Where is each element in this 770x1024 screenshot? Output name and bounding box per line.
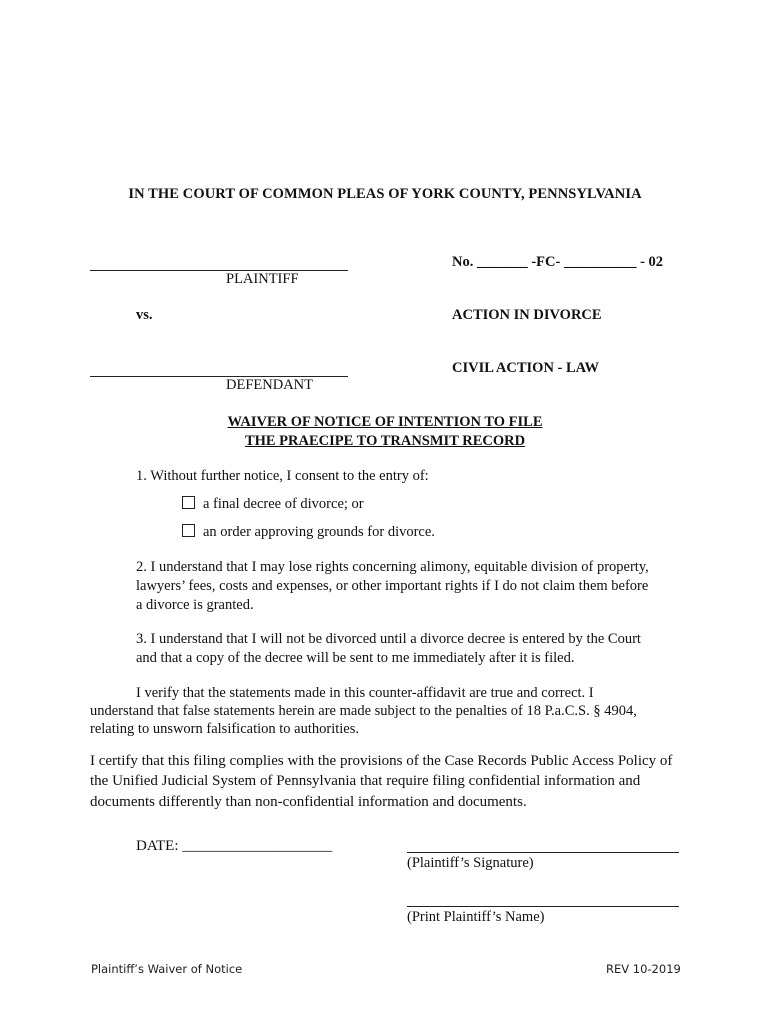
item3-line1: 3. I understand that I will not be divorced until a divorce decree is entered by the Court (136, 631, 641, 647)
court-title: IN THE COURT OF COMMON PLEAS OF YORK COUNTY, PENNSYLVANIA (128, 186, 642, 202)
action-in-divorce: ACTION IN DIVORCE (452, 307, 602, 323)
waiver-title-line1: WAIVER OF NOTICE OF INTENTION TO FILE (227, 414, 543, 430)
footer-left: Plaintiff’s Waiver of Notice (91, 962, 243, 976)
certification-line1: I certify that this filing complies with the provisions of the Case Records Public Access Policy of (90, 753, 673, 769)
item2-line1: 2. I understand that I may lose rights concerning alimony, equitable division of property, (136, 559, 649, 575)
certification-line3: documents differently than non-confidential information and documents. (90, 794, 527, 810)
defendant-label: DEFENDANT (226, 377, 313, 393)
option-final-decree (182, 495, 364, 514)
plaintiff-label: PLAINTIFF (226, 271, 299, 287)
footer-right: REV 10-2019 (606, 962, 681, 976)
civil-action-law: CIVIL ACTION - LAW (452, 360, 600, 376)
verification-line1: I verify that the statements made in this counter-affidavit are true and correct. I (136, 685, 594, 701)
plaintiff-name-line[interactable] (90, 270, 348, 271)
certification-line2: the Unified Judicial System of Pennsylvania that require filing confidential information and (90, 773, 641, 789)
verification-line2: understand that false statements herein are made subject to the penalties of 18 P.a.C.S. § 4904, (90, 703, 637, 719)
date-field[interactable]: DATE: ____________________ (136, 838, 333, 854)
print-name-line[interactable] (407, 906, 679, 907)
vs-label: vs. (136, 307, 153, 323)
item2-line2: lawyers’ fees, costs and expenses, or other important rights if I do not claim them before (136, 578, 649, 594)
item2-line3: a divorce is granted. (136, 597, 254, 613)
final-decree-label: a final decree of divorce; or (203, 496, 364, 512)
plaintiff-signature-label: (Plaintiff’s Signature) (407, 855, 534, 871)
item1-text: 1. Without further notice, I consent to the entry of: (136, 468, 429, 484)
plaintiff-signature-line[interactable] (407, 852, 679, 853)
waiver-title-line2: THE PRAECIPE TO TRANSMIT RECORD (244, 433, 526, 449)
final-decree-checkbox[interactable] (182, 496, 195, 509)
case-number: No. _______ -FC- __________ - 02 (452, 254, 664, 270)
option-order-grounds (182, 523, 435, 542)
print-name-label: (Print Plaintiff’s Name) (407, 909, 545, 925)
item3-line2: and that a copy of the decree will be sent to me immediately after it is filed. (136, 650, 575, 666)
order-grounds-label: an order approving grounds for divorce. (203, 524, 435, 540)
verification-line3: relating to unsworn falsification to authorities. (90, 721, 359, 737)
order-grounds-checkbox[interactable] (182, 524, 195, 537)
